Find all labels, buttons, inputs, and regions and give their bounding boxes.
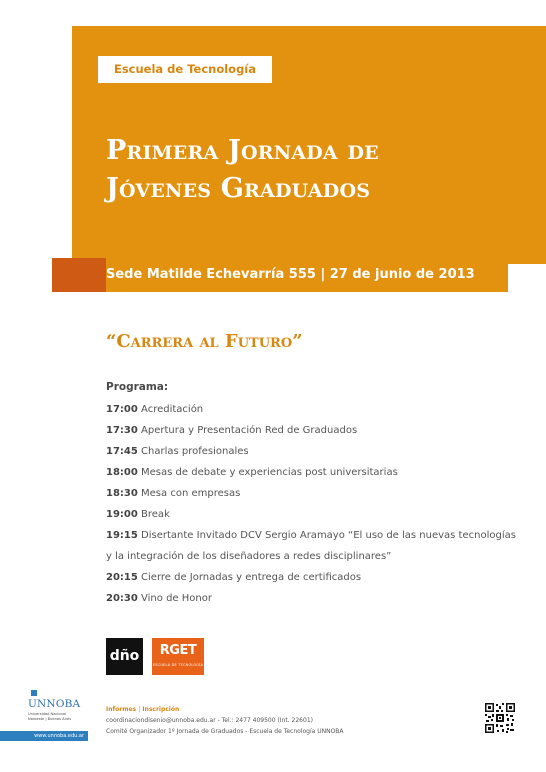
unnoba-subtitle-line-1: Universidad Nacional bbox=[28, 712, 67, 716]
title-line-2: Jóvenes Graduados bbox=[106, 173, 371, 204]
program-text: Break bbox=[141, 509, 170, 520]
program-item bbox=[106, 588, 536, 609]
program-heading: Programa: bbox=[106, 381, 169, 393]
program-time: 20:15 bbox=[106, 572, 138, 583]
website-link[interactable]: www.unnoba.edu.ar bbox=[0, 731, 88, 741]
info-separator: | bbox=[138, 706, 141, 713]
info-header bbox=[106, 704, 446, 715]
program-text: Cierre de Jornadas y entrega de certificados bbox=[141, 572, 362, 583]
venue-date: Sede Matilde Echevarría 555 | 27 de junio de 2013 bbox=[106, 267, 475, 282]
program-text: Mesa con empresas bbox=[141, 488, 241, 499]
program-time: 17:45 bbox=[106, 446, 138, 457]
contact-line: coordinaciondisenio@unnoba.edu.ar - Tel.: 2477 409500 (Int. 22601) bbox=[106, 717, 313, 724]
info-label: Informes bbox=[106, 706, 137, 713]
program-text: Disertante Invitado DCV Sergio Aramayo “El uso de las nuevas tecnologías bbox=[141, 530, 516, 541]
program-text: Mesas de debate y experiencias post universitarias bbox=[141, 467, 398, 478]
program-time: 19:15 bbox=[106, 530, 138, 541]
unnoba-subtitle-line-2: Noroeste | Buenos Aires bbox=[28, 716, 72, 721]
program-item bbox=[106, 504, 536, 525]
program-text: Apertura y Presentación Red de Graduados bbox=[141, 425, 358, 436]
title-line-1: Primera Jornada de bbox=[106, 135, 379, 166]
program-time: 17:00 bbox=[106, 404, 138, 415]
unnoba-logo-square bbox=[31, 690, 37, 696]
program-item bbox=[106, 525, 536, 567]
program-time: 17:30 bbox=[106, 425, 138, 436]
unnoba-logo-name: UNNOBA bbox=[28, 698, 81, 710]
program-item bbox=[106, 462, 536, 483]
program-item bbox=[106, 420, 536, 441]
inscription-label: Inscripción bbox=[142, 706, 180, 713]
dno-logo: dño bbox=[106, 638, 143, 675]
program-item bbox=[106, 567, 536, 588]
event-subtitle: “Carrera al Futuro” bbox=[106, 331, 303, 352]
program-text: Charlas profesionales bbox=[141, 446, 249, 457]
program-item bbox=[106, 399, 536, 420]
committee-line: Comité Organizador 1º Jornada de Graduados - Escuela de Tecnología UNNOBA bbox=[106, 728, 344, 735]
page-title bbox=[106, 132, 536, 208]
program-time: 20:30 bbox=[106, 593, 138, 604]
rget-logo-subtitle: ESCUELA DE TECNOLOGÍA bbox=[152, 663, 204, 667]
qr-code-icon bbox=[484, 702, 516, 734]
program-time: 19:00 bbox=[106, 509, 138, 520]
unnoba-logo-subtitle bbox=[28, 712, 71, 721]
program-time: 18:00 bbox=[106, 467, 138, 478]
program-text: Acreditación bbox=[141, 404, 204, 415]
program-item bbox=[106, 441, 536, 462]
program-section bbox=[106, 378, 536, 609]
program-text: Vino de Honor bbox=[141, 593, 212, 604]
footer-info bbox=[106, 704, 446, 737]
venue-bar-accent bbox=[52, 258, 106, 292]
school-tag: Escuela de Tecnología bbox=[98, 56, 272, 83]
program-time: 18:30 bbox=[106, 488, 138, 499]
rget-logo bbox=[152, 638, 204, 675]
rget-logo-mark: RGET bbox=[159, 643, 197, 658]
program-text-continuation: y la integración de los diseñadores a redes disciplinares” bbox=[106, 551, 392, 562]
program-item bbox=[106, 483, 536, 504]
